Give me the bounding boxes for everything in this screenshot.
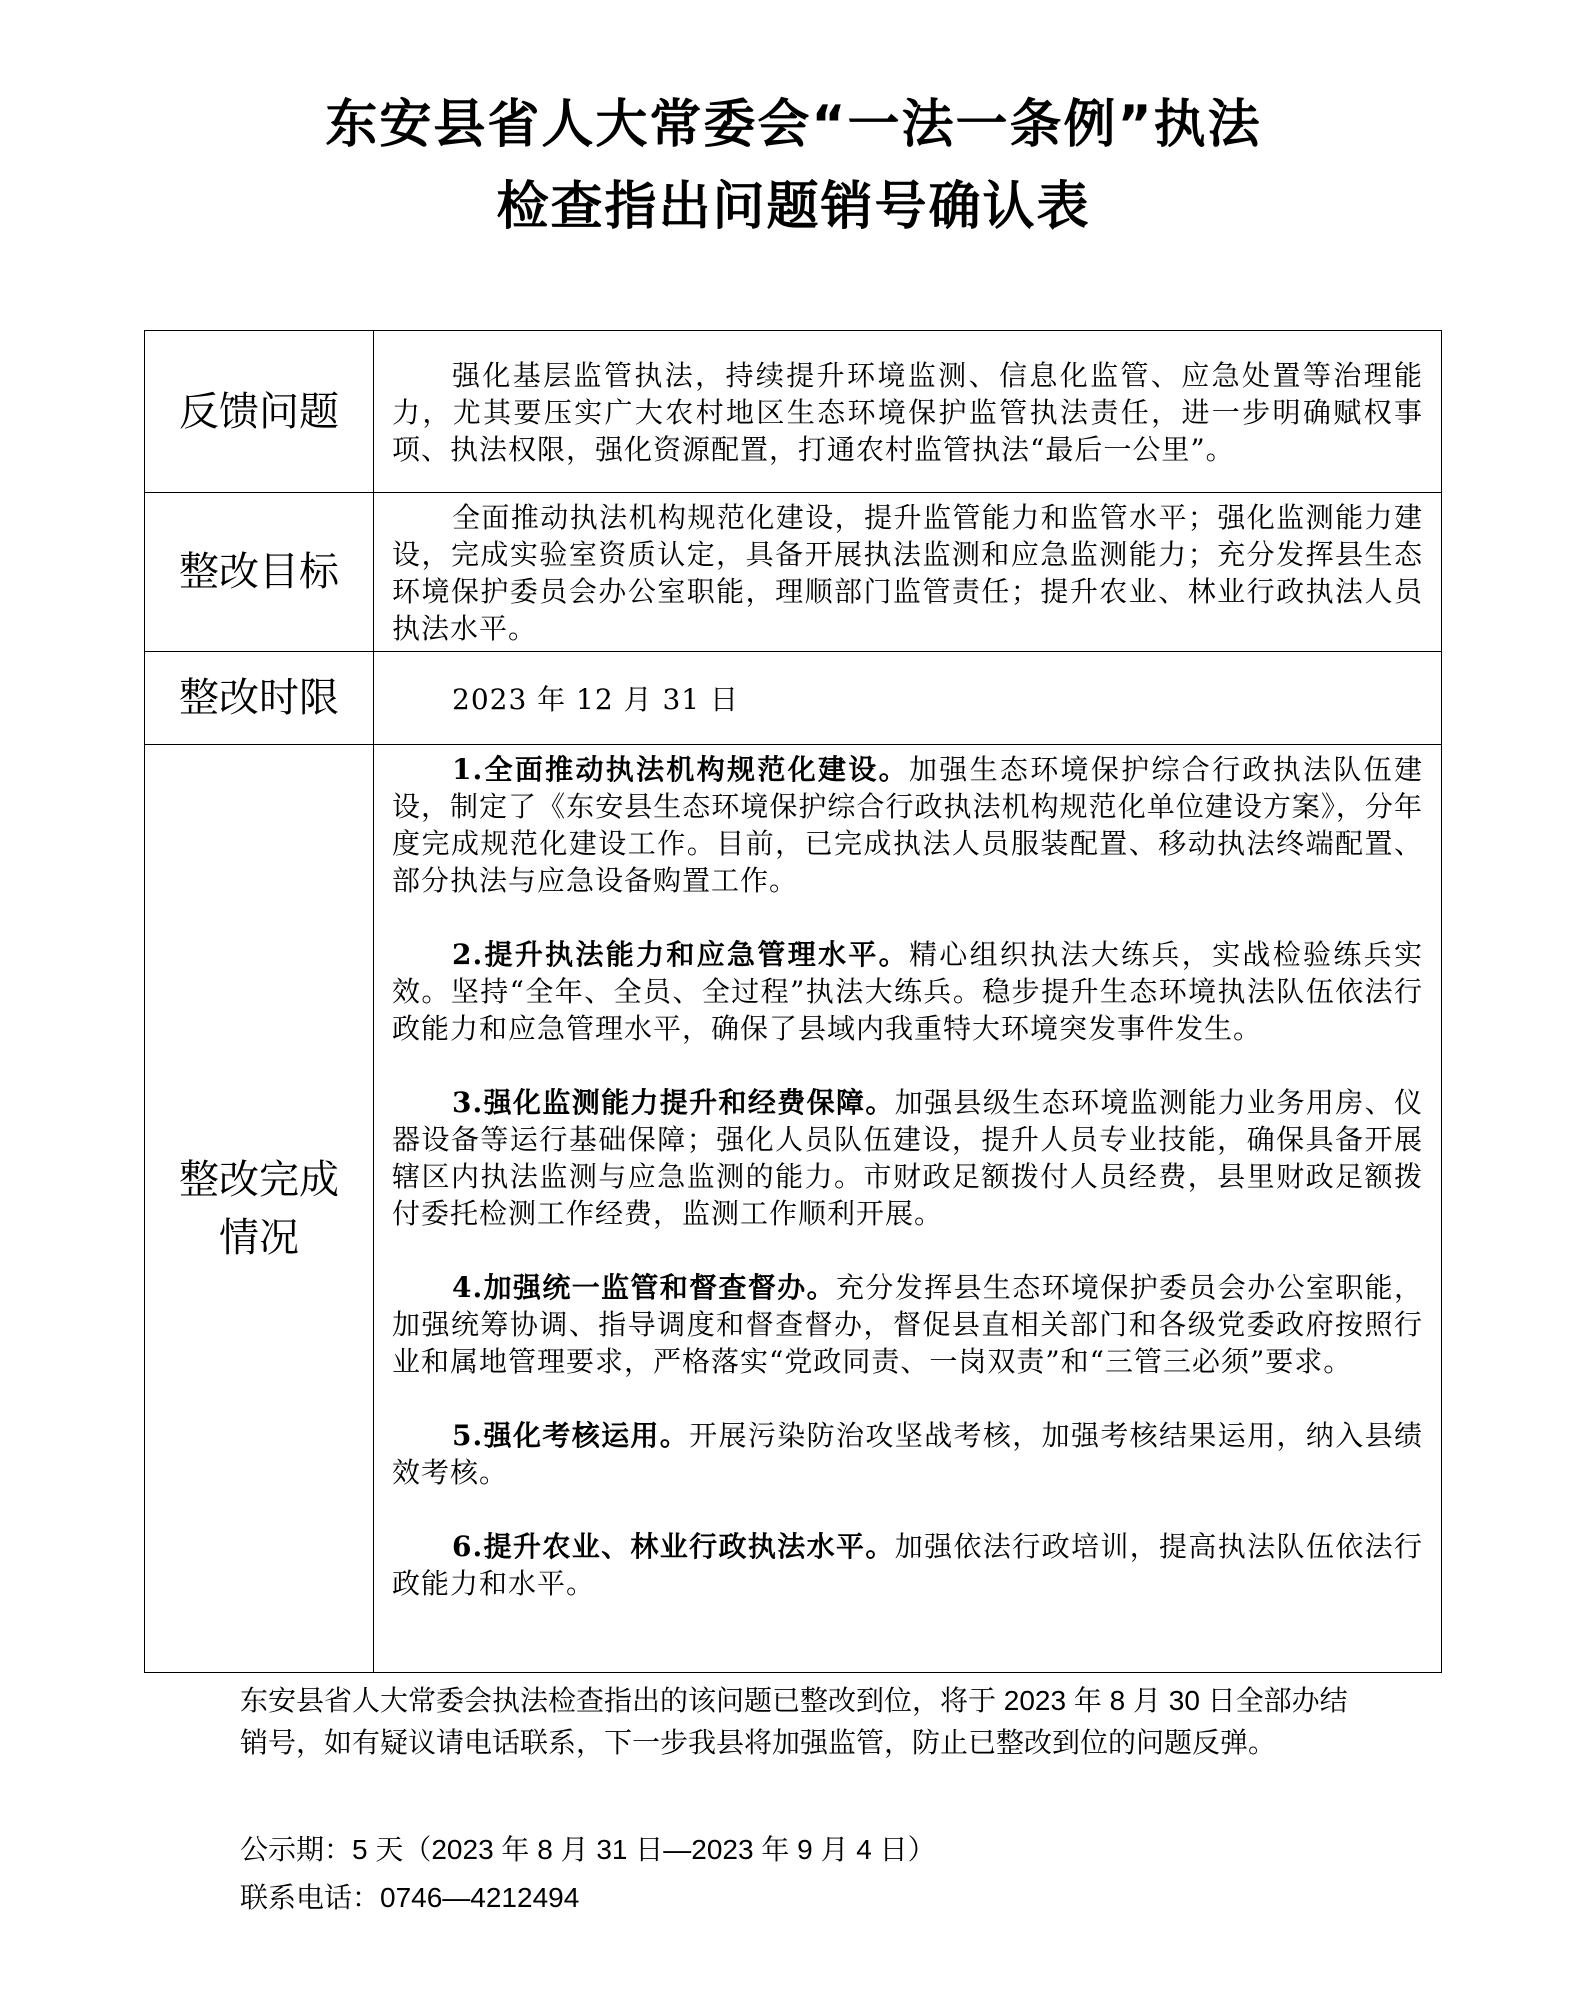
content-target xyxy=(374,493,1442,652)
row-completion xyxy=(145,745,1442,1673)
completion-item xyxy=(392,751,1423,899)
completion-item-text: 精心组织执法大练兵，实战检验练兵实效。坚持“全年、全员、全过程”执法大练兵。稳步提升生态环境执法队伍依法行政能力和应急管理水平，确保了县域内我重特大环境突发事件发生。 xyxy=(392,938,1423,1045)
row-deadline xyxy=(145,652,1442,745)
label-completion-line-2: 情况 xyxy=(219,1214,299,1261)
feedback-text: 强化基层监管执法，持续提升环境监测、信息化监管、应急处置等治理能力，尤其要压实广大农村地区生态环境保护监管执法责任，进一步明确赋权事项、执法权限，强化资源配置，打通农村监管执法“最后一公里”。 xyxy=(392,359,1423,466)
label-completion xyxy=(145,745,374,1673)
confirmation-table xyxy=(144,330,1442,1673)
footer-statement: 东安县省人大常委会执法检查指出的该问题已整改到位，将于 2023 年 8 月 30 日全部办结销号，如有疑议请电话联系，下一步我县将加强监管，防止已整改到位的问题反弹。 xyxy=(240,1685,1348,1758)
label-feedback: 反馈问题 xyxy=(145,331,374,493)
completion-item-heading: 2.提升执法能力和应急管理水平。 xyxy=(452,938,909,971)
completion-item xyxy=(392,1528,1423,1602)
document-title-line-1: 东安县省人大常委会“一法一条例”执法 xyxy=(325,95,1262,155)
deadline-text: 2023 年 12 月 31 日 xyxy=(452,682,740,716)
label-target: 整改目标 xyxy=(145,493,374,652)
completion-item-heading: 3.强化监测能力提升和经费保障。 xyxy=(452,1086,895,1119)
footer-phone: 联系电话：0746—4212494 xyxy=(240,1882,580,1913)
completion-item-text: 开展污染防治攻坚战考核，加强考核结果运用，纳入县绩效考核。 xyxy=(392,1419,1423,1489)
completion-item-heading: 6.提升农业、林业行政执法水平。 xyxy=(452,1530,895,1563)
completion-item-heading: 1.全面推动执法机构规范化建设。 xyxy=(452,753,909,786)
row-target xyxy=(145,493,1442,652)
completion-item-text: 加强依法行政培训，提高执法队伍依法行政能力和水平。 xyxy=(392,1530,1423,1600)
footer-notice-period: 公示期：5 天（2023 年 8 月 31 日—2023 年 9 月 4 日） xyxy=(240,1834,936,1865)
completion-item-text: 加强县级生态环境监测能力业务用房、仪器设备等运行基础保障；强化人员队伍建设，提升人员专业技能，确保具备开展辖区内执法监测与应急监测的能力。市财政足额拨付人员经费，县里财政足额拨付委托检测工作经费，监测工作顺利开展。 xyxy=(392,1086,1423,1230)
completion-item xyxy=(392,1084,1423,1232)
content-completion xyxy=(374,745,1442,1673)
content-feedback xyxy=(374,331,1442,493)
label-deadline: 整改时限 xyxy=(145,652,374,745)
label-completion-line-1: 整改完成 xyxy=(179,1156,339,1203)
completion-item-heading: 5.强化考核运用。 xyxy=(452,1419,690,1452)
document-title-line-2: 检查指出问题销号确认表 xyxy=(496,177,1091,237)
completion-item-text: 加强生态环境保护综合行政执法队伍建设，制定了《东安县生态环境保护综合行政执法机构规范化单位建设方案》，分年度完成规范化建设工作。目前，已完成执法人员服装配置、移动执法终端配置、部分执法与应急设备购置工作。 xyxy=(392,753,1423,897)
completion-item-heading: 4.加强统一监管和督查督办。 xyxy=(452,1271,837,1304)
target-text: 全面推动执法机构规范化建设，提升监管能力和监管水平；强化监测能力建设，完成实验室资质认定，具备开展执法监测和应急监测能力；充分发挥县生态环境保护委员会办公室职能，理顺部门监管责任；提升农业、林业行政执法人员执法水平。 xyxy=(392,501,1423,645)
completion-item xyxy=(392,1269,1423,1380)
completion-item xyxy=(392,936,1423,1047)
completion-item-text: 充分发挥县生态环境保护委员会办公室职能，加强统筹协调、指导调度和督查督办，督促县直相关部门和各级党委政府按照行业和属地管理要求，严格落实“党政同责、一岗双责”和“三管三必须”要求。 xyxy=(392,1271,1423,1378)
content-deadline xyxy=(374,652,1442,745)
row-feedback xyxy=(145,331,1442,493)
completion-item xyxy=(392,1417,1423,1491)
